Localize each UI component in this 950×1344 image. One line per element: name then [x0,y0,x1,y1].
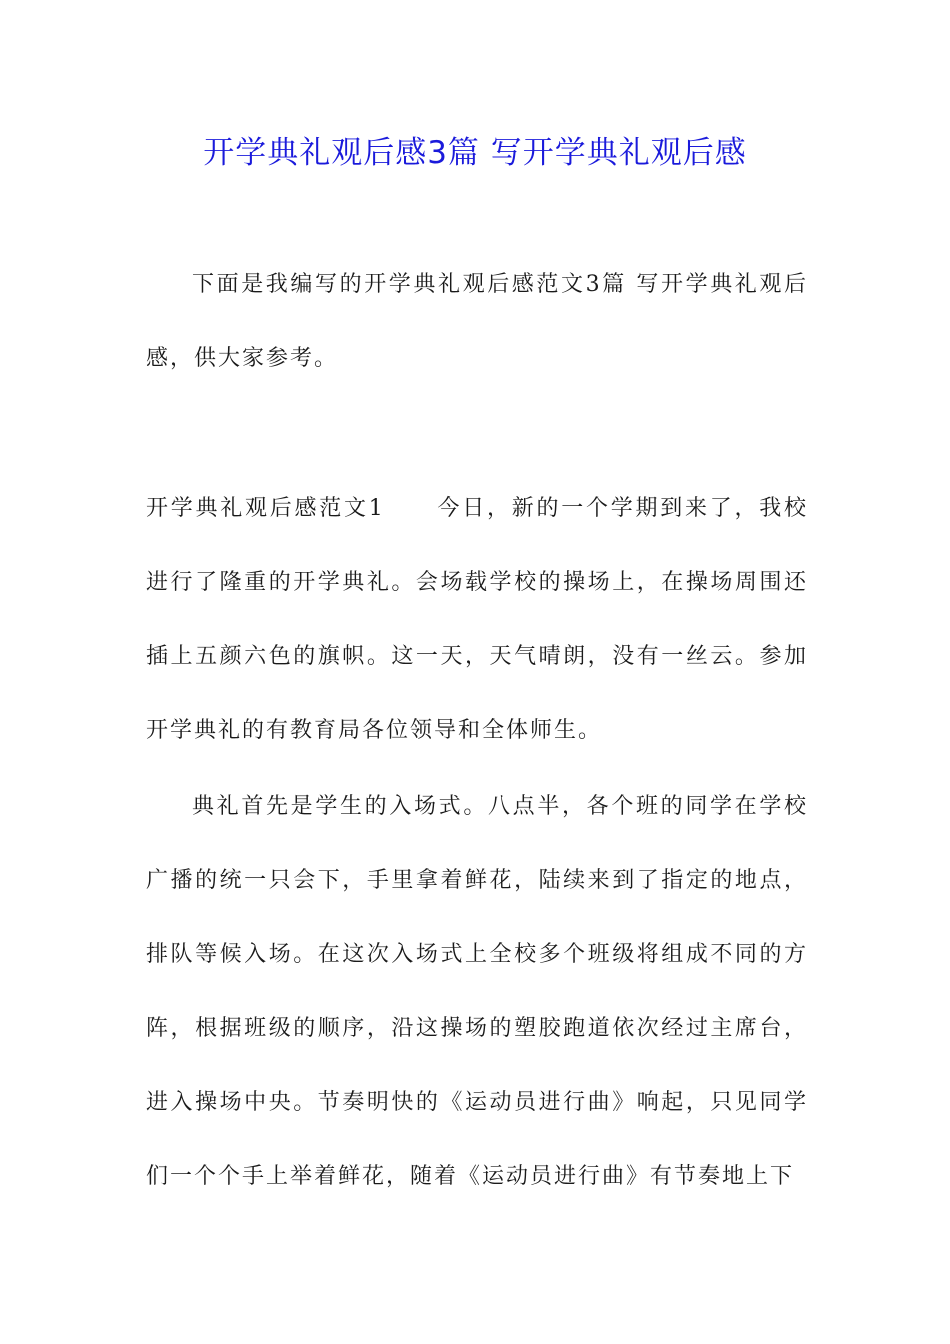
section1-heading: 开学典礼观后感范文1 [146,496,385,521]
section1-text: 今日，新的一个学期到来了，我校进行了隆重的开学典礼。会场载学校的操场上，在操场周围还插上五颜六色的旗帜。这一天，天气晴朗，没有一丝云。参加开学典礼的有教育局各位领导和全体师生。 [146,496,808,743]
document-title: 开学典礼观后感3篇 写开学典礼观后感 [203,135,747,171]
intro-paragraph: 下面是我编写的开学典礼观后感范文3篇 写开学典礼观后感，供大家参考。 [146,272,808,371]
section1-paragraph [146,472,808,768]
paragraph-2: 典礼首先是学生的入场式。八点半，各个班的同学在学校广播的统一只会下，手里拿着鲜花，陆续来到了指定的地点，排队等候入场。在这次入场式上全校多个班级将组成不同的方阵，根据班级的顺序，沿这操场的塑胶跑道依次经过主席台，进入操场中央。节奏明快的《运动员进行曲》响起，只见同学们一个个手上举着鲜花，随着《运动员进行曲》有节奏地上下 [146,794,808,1189]
